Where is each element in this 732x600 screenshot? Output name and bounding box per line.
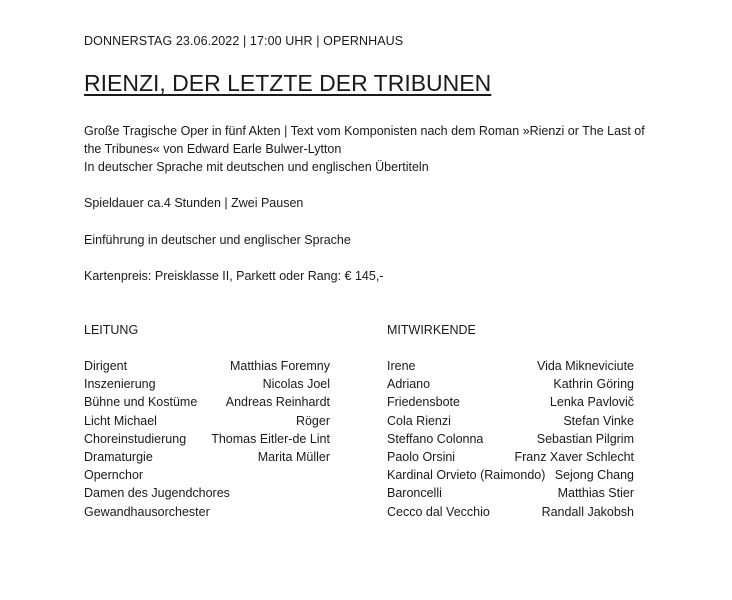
cast-role: Baroncelli <box>387 486 442 501</box>
cast-name: Sejong Chang <box>554 468 634 483</box>
cast-row <box>387 448 634 466</box>
credit-name: Nicolas Joel <box>262 377 330 392</box>
price-text: Kartenpreis: Preisklasse II, Parkett oder Rang: € 145,- <box>84 269 384 283</box>
mitwirkende-heading: MITWIRKENDE <box>387 323 476 337</box>
cast-role: Cecco dal Vecchio <box>387 504 490 519</box>
introduction-text: Einführung in deutscher und englischer Sprache <box>84 233 351 247</box>
credit-row <box>84 412 330 430</box>
credit-role: Bühne und Kostüme <box>84 395 198 410</box>
credit-name: Matthias Foremny <box>229 359 330 373</box>
leitung-list <box>84 357 330 521</box>
cast-row <box>387 503 634 521</box>
cast-name: Lenka Pavlovič <box>549 395 634 410</box>
credit-name: Andreas Reinhardt <box>225 395 330 410</box>
credit-row <box>84 375 330 393</box>
opera-title: RIENZI, DER LETZTE DER TRIBUNEN <box>84 70 492 96</box>
language-text: In deutscher Sprache mit deutschen und englischen Übertiteln <box>84 160 429 174</box>
cast-role: Adriano <box>387 377 431 392</box>
cast-name: Franz Xaver Schlecht <box>514 449 634 464</box>
duration-text: Spieldauer ca.4 Stunden | Zwei Pausen <box>84 196 304 210</box>
credit-row <box>84 393 330 411</box>
cast-name: Kathrin Göring <box>553 377 634 392</box>
credit-role: Dramaturgie <box>84 449 153 464</box>
cast-role: Cola Rienzi <box>387 413 451 428</box>
credit-row <box>84 484 330 502</box>
credit-role: Opernchor <box>84 468 144 483</box>
cast-role: Steffano Colonna <box>387 431 484 446</box>
cast-name: Vida Mikneviciute <box>536 359 634 373</box>
cast-name: Sebastian Pilgrim <box>536 431 634 446</box>
credit-row <box>84 430 330 448</box>
cast-row <box>387 393 634 411</box>
credit-role: Licht Michael <box>84 413 157 428</box>
credit-name: Röger <box>295 413 330 428</box>
cast-name: Randall Jakobsh <box>541 504 634 519</box>
credit-role: Damen des Jugendchores <box>84 486 230 501</box>
cast-row <box>387 430 634 448</box>
credit-role: Inszenierung <box>84 377 156 392</box>
event-dateline: DONNERSTAG 23.06.2022 | 17:00 UHR | OPERNHAUS <box>84 34 404 48</box>
credit-name: Thomas Eitler-de Lint <box>211 431 330 446</box>
mitwirkende-list <box>387 357 634 521</box>
credit-name: Marita Müller <box>257 449 330 464</box>
credit-row <box>84 466 330 484</box>
credit-row <box>84 503 330 521</box>
credit-role: Dirigent <box>84 359 128 373</box>
cast-role: Irene <box>387 359 416 373</box>
cast-row <box>387 484 634 502</box>
opera-description <box>84 122 659 176</box>
credit-row <box>84 357 330 375</box>
cast-row <box>387 412 634 430</box>
credit-role: Choreinstudierung <box>84 431 187 446</box>
cast-row <box>387 375 634 393</box>
cast-name: Stefan Vinke <box>563 413 634 428</box>
description-text: Große Tragische Oper in fünf Akten | Text vom Komponisten nach dem Roman »Rienzi or The Last of the Tribunes« von Edward Earle Bulwer-Lytton <box>84 124 645 156</box>
credit-role: Gewandhausorchester <box>84 504 210 519</box>
mitwirkende-section <box>387 321 634 521</box>
cast-row <box>387 357 634 375</box>
leitung-heading: LEITUNG <box>84 323 139 337</box>
cast-role: Paolo Orsini <box>387 449 456 464</box>
cast-name: Matthias Stier <box>557 486 634 501</box>
cast-role: Friedensbote <box>387 395 460 410</box>
cast-row <box>387 466 634 484</box>
leitung-section <box>84 321 330 521</box>
cast-role: Kardinal Orvieto (Raimondo) <box>387 468 546 483</box>
credit-row <box>84 448 330 466</box>
